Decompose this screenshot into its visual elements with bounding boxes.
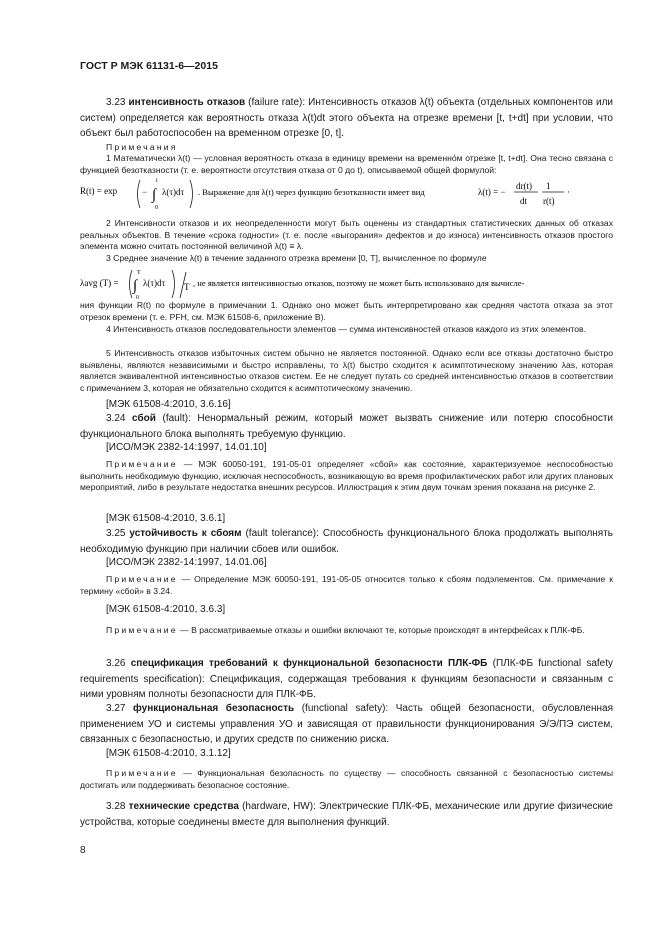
note-3-25-b	[80, 625, 613, 637]
svg-text:t: t	[156, 178, 158, 184]
note-text: — Функциональная безопасность по существу — способность связанной с безопасностью системы достигать или поддерживать безопасное состояние.	[80, 768, 613, 790]
term-number: 3.24	[106, 413, 126, 424]
reference-3-25-b: [МЭК 61508-4:2010, 3.6.3]	[106, 604, 226, 615]
term-number: 3.23	[106, 97, 126, 108]
note-4: 4 Интенсивность отказов последовательности элементов — сумма интенсивностей отказов каждого из этих элементов.	[106, 324, 586, 334]
reference-3-27: [МЭК 61508-4:2010, 3.1.12]	[106, 748, 231, 759]
note-text: — В рассматриваемые отказы и ошибки включают те, которые происходят в интерфейсах к ПЛК-ФБ.	[177, 625, 585, 635]
svg-text:0: 0	[155, 205, 158, 211]
formula-lambda-lhs: λ(t) = −	[478, 187, 506, 197]
term-number: 3.27	[106, 703, 126, 714]
svg-text:r(t): r(t)	[543, 196, 555, 206]
term-number: 3.28	[106, 801, 126, 812]
reference-3-23: [МЭК 61508-4:2010, 3.6.16]	[106, 399, 231, 410]
term-title: устойчивость к сбоям	[129, 528, 242, 539]
note-3-start: 3 Среднее значение λ(t) в течение заданного отрезка времени [0, T], вычисленное по формуле	[106, 253, 487, 263]
definition-3-28	[80, 799, 613, 830]
note-label: Примечание	[106, 574, 178, 584]
note-3-formula	[80, 266, 613, 304]
svg-text:dr(t): dr(t)	[516, 181, 532, 191]
note-3-27	[80, 768, 613, 791]
term-title: технические средства	[128, 801, 239, 812]
reliability-formula	[80, 175, 613, 213]
term-title: спецификация требований к функциональной безопасности ПЛК-ФБ	[130, 658, 488, 669]
formula-r-lhs: R(t) = exp	[80, 186, 118, 196]
note-3-end: ния функции R(t) по формуле в примечании 1. Однако оно может быть интерпретировано как средняя частота отказа за этот отрезок времени (т. е. PFH, см. МЭК 61508-6, приложение В).	[80, 300, 613, 322]
formula-avg-lhs: λavg (T) =	[80, 278, 119, 288]
formula-avg-text: , не является интенсивностью отказов, поэтому не может быть использовано для вычисле-	[193, 278, 525, 288]
reference-3-24-a: [ИСО/МЭК 2382-14:1997, 14.01.10]	[106, 442, 267, 453]
reference-3-25-a: [ИСО/МЭК 2382-14:1997, 14.01.06]	[106, 557, 267, 568]
svg-text:∫: ∫	[152, 187, 157, 203]
svg-text:∫: ∫	[133, 278, 138, 294]
note-1: 1 Математически λ(t) — условная вероятность отказа в единицу времени на временно́м отрезке [t, t+dt]. Она тесно связана с функцией безотказности (т. е. вероятности отсутствия отказа от 0 до t), описываемой общей формулой:	[80, 153, 613, 175]
note-label: Примечание	[106, 625, 178, 635]
definition-text: (failure rate): Интенсивность отказов λ(t) объекта (отдельных компонентов или систем) определяется как вероятность отказа λ(t)dt этого объекта на отрезке времени [t, t+dt] при условии, что объект был работоспособен на временном отрезке [0, t].	[80, 97, 614, 139]
page-header: ГОСТ Р МЭК 61131-6—2015	[80, 60, 218, 72]
page-number: 8	[80, 845, 86, 856]
svg-text:·: ·	[567, 187, 570, 197]
definition-3-23	[80, 95, 613, 142]
note-5: 5 Интенсивность отказов избыточных систем обычно не является постоянной. Однако если все отказы достаточно быстро выявлены, являются независимыми и быстро исправлены, то λ(t) быстро сходится к асимптотическому значению λas, которая является эквивалентной интенсивностью отказов систем. Ее не следует путать со средней интенсивностью отказов в соответствии с примечанием 3, которая не обязательно сходится к асимптотическому значению.	[80, 348, 613, 393]
term-title: функциональная безопасность	[133, 703, 295, 714]
svg-text:λ(τ)dτ: λ(τ)dτ	[143, 278, 166, 288]
note-label: Примечание	[106, 768, 178, 778]
definition-3-27	[80, 701, 613, 748]
svg-text:T: T	[137, 270, 141, 276]
svg-text:T: T	[184, 282, 190, 292]
note-text: — Определение МЭК 60050-191, 191-05-05 относится только к сбоям подэлементов. См. примечание к термину «сбой» в 3.24.	[80, 574, 613, 596]
note-text: — МЭК 60050-191, 191-05-01 определяет «сбой» как состояние, характеризуемое неспособностью выполнить необходимую функцию, исключая неспособность, возникающую во время профилактических работ или других плановых мероприятий, либо в результате недостатка внешних ресурсов. Иллюстрация к этим двум точкам зрения показана на рисунке 2.	[80, 459, 613, 492]
notes-heading: Примечания	[106, 142, 178, 152]
note-3-24	[80, 459, 613, 494]
definition-text: (ПЛК-ФБ functional safety requirements specification): Спецификация, содержащая требования к функциям безопасности и связанным с ними уровням полноты безопасности для ПЛК-ФБ.	[80, 658, 613, 700]
note-2: 2 Интенсивности отказов и их неопределенности могут быть оценены из стандартных статистических данных об отказах реальных объектов. В течение «срока годности» (т. е. после «выгорания» дефектов и до износа) интенсивность отказов простого элемента можно считать постоянной величиной λ(t) ≡ λ.	[80, 218, 613, 251]
formula-mid-text: . Выражение для λ(t) через функцию безотказности имеет вид	[198, 187, 425, 197]
definition-text: (fault): Ненормальный режим, который может вызвать снижение или потерю способности функционального блока выполнять требуемую функцию.	[80, 413, 614, 440]
svg-text:0: 0	[136, 295, 139, 301]
note-3-25	[80, 574, 613, 597]
definition-3-26	[80, 656, 613, 703]
svg-text:1: 1	[546, 181, 551, 191]
svg-text:−: −	[142, 187, 148, 197]
note-label: Примечание	[106, 459, 178, 469]
svg-text:λ(τ)dτ: λ(τ)dτ	[162, 187, 185, 197]
definition-3-25	[80, 526, 613, 557]
term-title: сбой	[132, 413, 156, 424]
definition-text: (functional safety): Часть общей безопасности, обусловленная применением УО и системы управления УО и зависящая от правильности функционирования Э/Э/ПЭ систем, связанных с безопасностью, и других средств по снижению риска.	[80, 703, 613, 745]
average-rate-formula	[80, 266, 613, 302]
svg-text:dt: dt	[520, 196, 528, 206]
definition-text: (fault tolerance): Способность функционального блока продолжать выполнять необходимую функцию при наличии сбоев или ошибок.	[80, 528, 614, 555]
reference-3-24-b: [МЭК 61508-4:2010, 3.6.1]	[106, 513, 226, 524]
term-number: 3.26	[106, 658, 126, 669]
term-title: интенсивность отказов	[128, 97, 246, 108]
term-number: 3.25	[106, 528, 126, 539]
note-1-formulas	[80, 175, 613, 215]
definition-3-24	[80, 411, 613, 442]
definition-text: (hardware, HW): Электрические ПЛК-ФБ, механические или другие физические устройства, которые соединены вместе для выполнения функций.	[80, 801, 613, 828]
